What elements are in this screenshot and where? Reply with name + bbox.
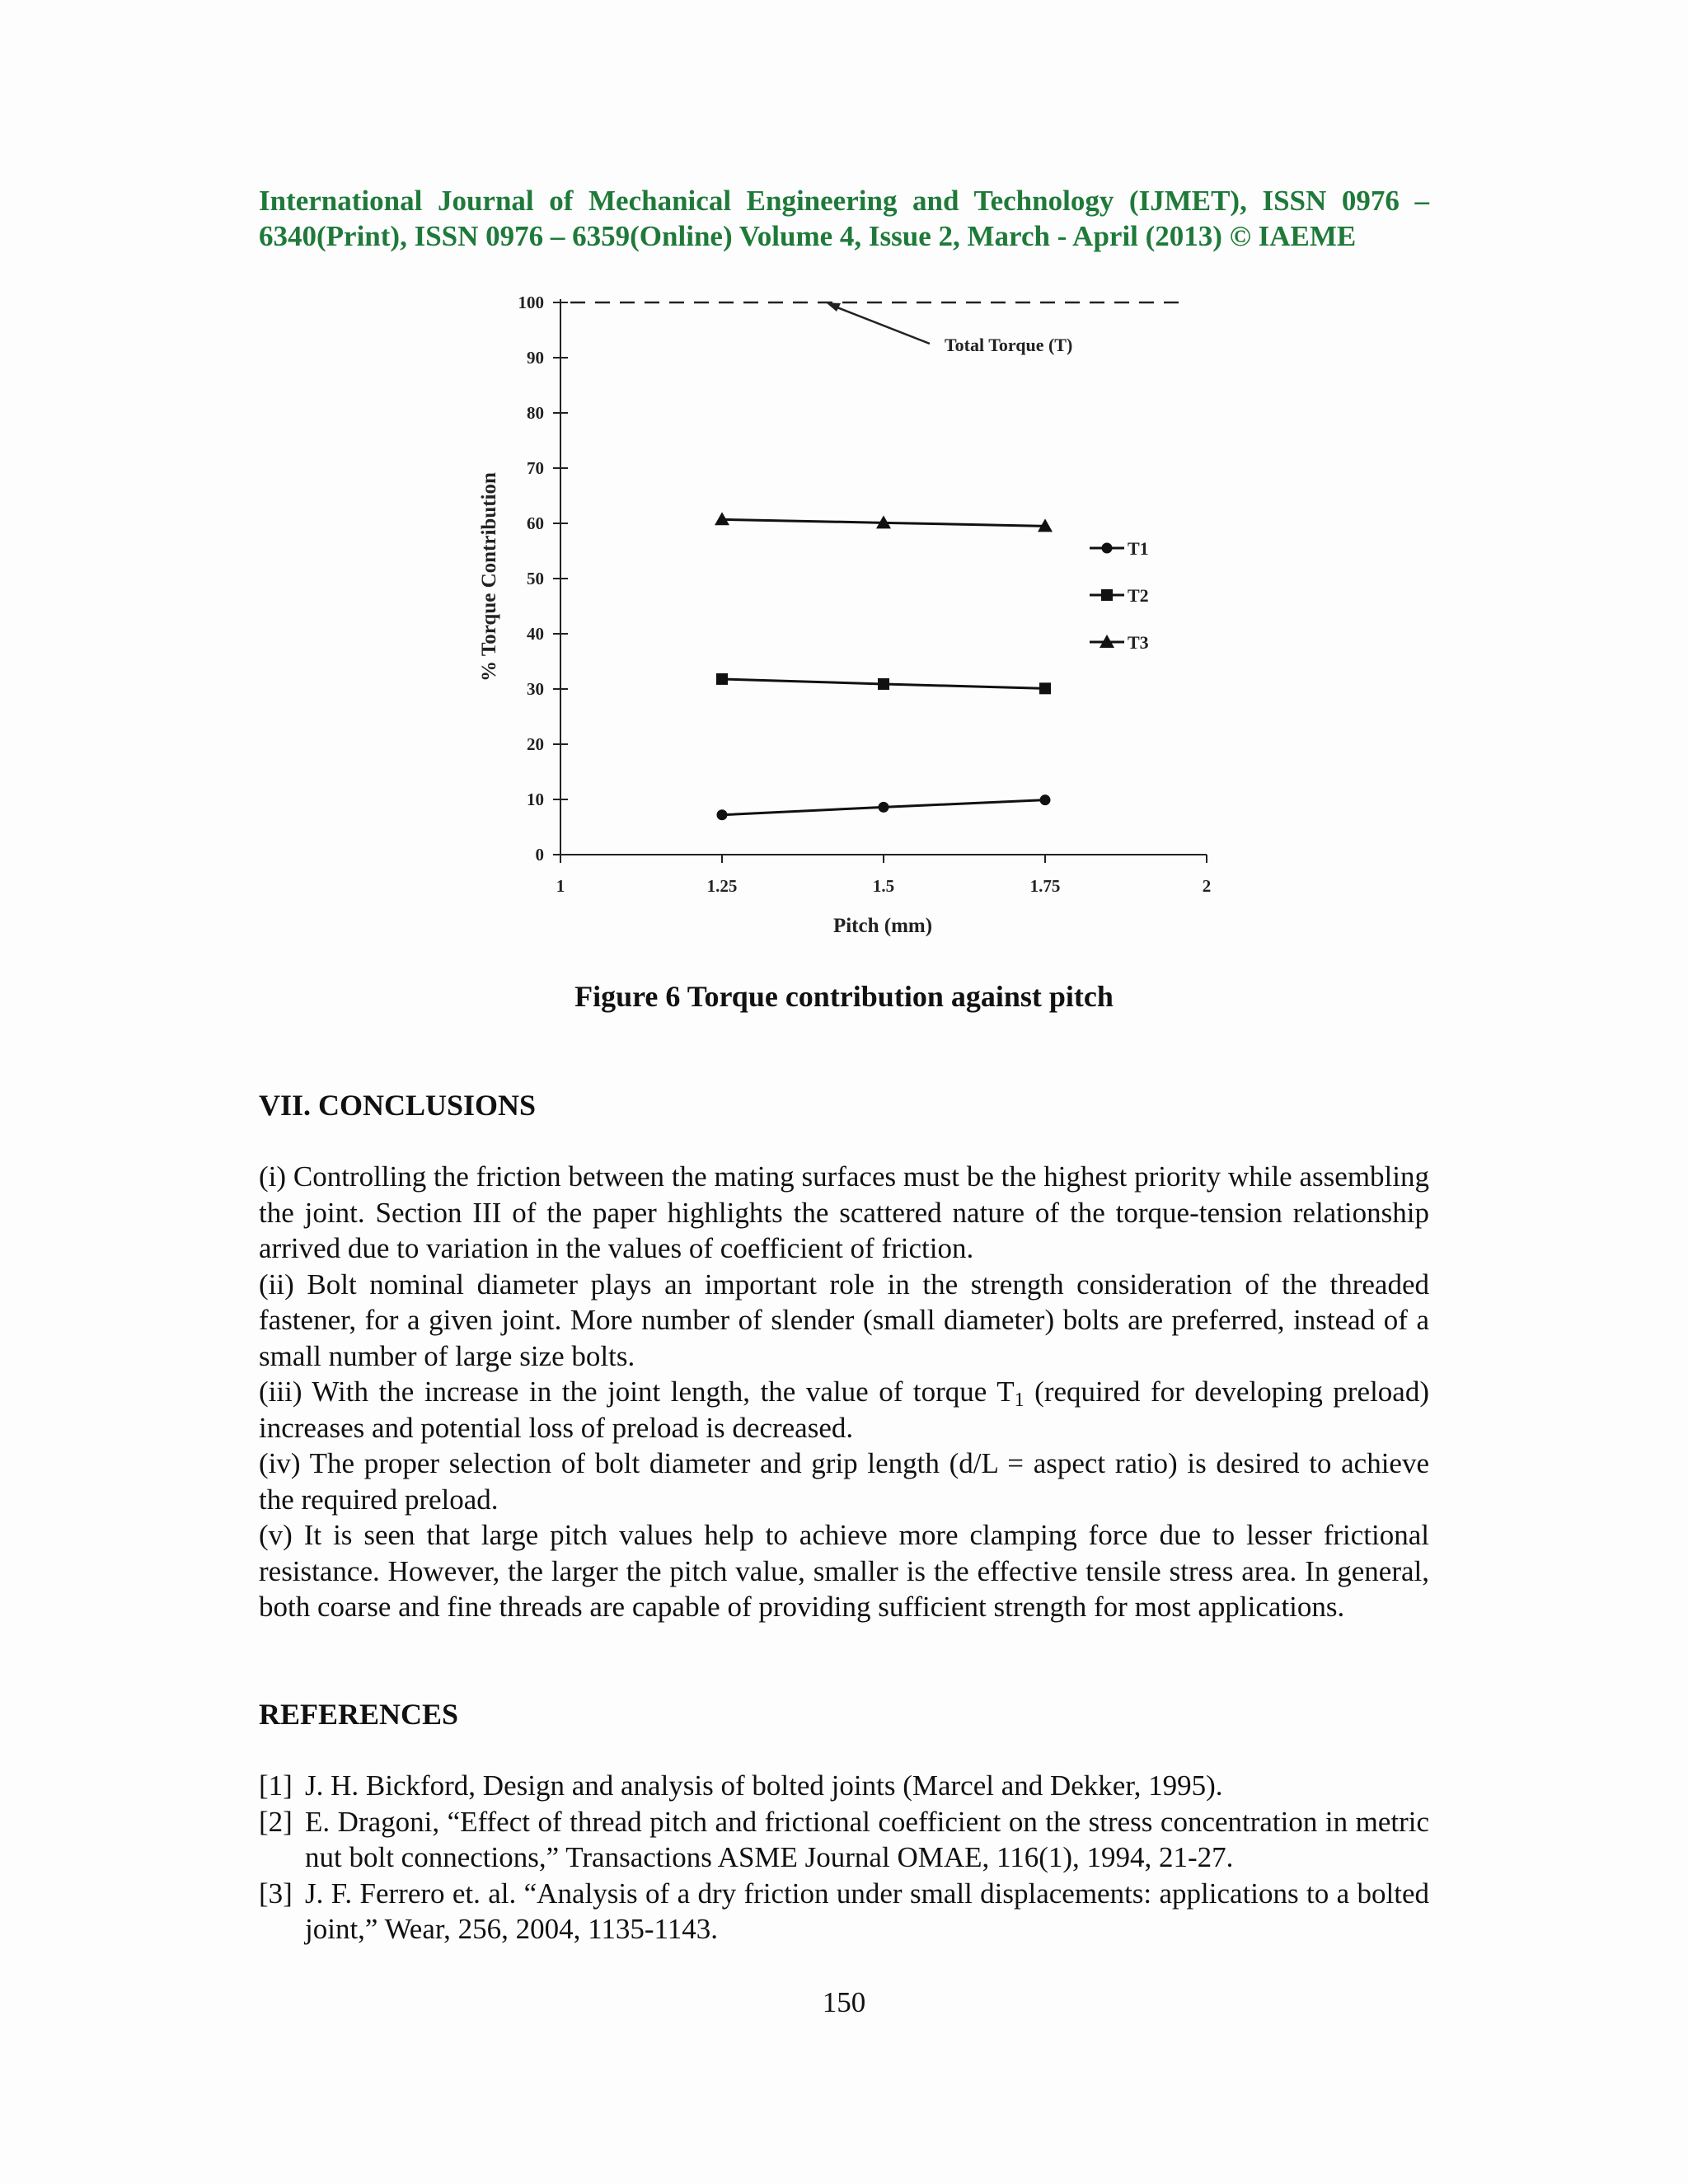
conclusion-item-3-text-b: (required for developing preload) increases and potential loss of preload is decreased. bbox=[259, 1376, 1429, 1444]
references-list bbox=[259, 1768, 1429, 1947]
conclusion-item-2: (ii) Bolt nominal diameter plays an important role in the strength consideration of the threaded fastener, for a given joint. More number of slender (small diameter) bolts are preferred, instead of a small number of large size bolts. bbox=[259, 1268, 1429, 1372]
conclusion-item-4: (iv) The proper selection of bolt diameter and grip length (d/L = aspect ratio) is desired to achieve the required preload. bbox=[259, 1447, 1429, 1516]
x-tick-label: 1.5 bbox=[872, 876, 895, 896]
y-tick-label: 50 bbox=[527, 569, 544, 588]
reference-number: [3] bbox=[259, 1877, 293, 1910]
journal-header-line-2: 6340(Print), ISSN 0976 – 6359(Online) Volume 4, Issue 2, March - April (2013) © IAEME bbox=[259, 220, 1357, 252]
data-point-t1 bbox=[879, 802, 889, 813]
legend-marker-t1 bbox=[1102, 543, 1113, 554]
data-point-t2 bbox=[716, 673, 728, 685]
y-tick-label: 40 bbox=[527, 624, 544, 644]
conclusion-item-3 bbox=[259, 1374, 1429, 1446]
conclusion-item-3-subscript: 1 bbox=[1014, 1390, 1025, 1411]
y-tick-label: 0 bbox=[535, 845, 544, 865]
reference-number: [2] bbox=[259, 1805, 293, 1838]
annotation-label: Total Torque (T) bbox=[945, 335, 1073, 355]
reference-item bbox=[259, 1876, 1429, 1947]
annotation-arrow bbox=[831, 305, 930, 344]
x-axis-label: Pitch (mm) bbox=[832, 915, 933, 937]
reference-text: E. Dragoni, “Effect of thread pitch and frictional coefficient on the stress concentration in metric nut bolt connections,” Transactions ASME Journal OMAE, 116(1), 1994, 21-27. bbox=[305, 1805, 1429, 1873]
reference-text: J. H. Bickford, Design and analysis of bolted joints (Marcel and Dekker, 1995). bbox=[305, 1769, 1223, 1802]
y-tick-label: 20 bbox=[527, 734, 544, 754]
legend-label-t2: T2 bbox=[1128, 585, 1149, 606]
y-tick-label: 70 bbox=[527, 458, 544, 478]
annotation-arrowhead bbox=[826, 302, 841, 312]
legend-label-t1: T1 bbox=[1128, 538, 1149, 559]
x-tick-label: 1.25 bbox=[706, 876, 738, 896]
conclusions-heading: VII. CONCLUSIONS bbox=[259, 1089, 537, 1122]
page-number: 150 bbox=[822, 1986, 866, 2018]
x-tick-label: 1 bbox=[556, 876, 565, 896]
reference-item bbox=[259, 1768, 1429, 1804]
conclusion-item-5: (v) It is seen that large pitch values help to achieve more clamping force due to lesser frictional resistance. However, the larger the pitch value, smaller is the effective tensile stress area. In general, both coarse and fine threads are capable of providing sufficient strength for most applications. bbox=[259, 1519, 1429, 1623]
y-tick-label: 60 bbox=[527, 513, 544, 533]
figure-caption: Figure 6 Torque contribution against pitch bbox=[574, 980, 1114, 1013]
x-tick-label: 1.75 bbox=[1029, 876, 1061, 896]
data-point-t2 bbox=[1039, 682, 1051, 694]
reference-number: [1] bbox=[259, 1769, 293, 1802]
conclusions-body bbox=[259, 1159, 1429, 1625]
y-tick-label: 10 bbox=[527, 790, 544, 809]
y-tick-label: 90 bbox=[527, 348, 544, 368]
y-tick-label: 30 bbox=[527, 679, 544, 699]
references-heading: REFERENCES bbox=[259, 1698, 459, 1731]
conclusion-item-1: (i) Controlling the friction between the mating surfaces must be the highest priority while assembling the joint. Section III of the paper highlights the scattered nature of the torque-tension relationship arrived due to variation in the values of coefficient of friction. bbox=[259, 1160, 1429, 1264]
torque-pitch-chart bbox=[0, 0, 1688, 956]
y-tick-label: 100 bbox=[518, 293, 544, 312]
y-axis-label: % Torque Contribution bbox=[478, 472, 500, 682]
data-point-t2 bbox=[878, 678, 889, 690]
x-tick-label: 2 bbox=[1202, 876, 1212, 896]
reference-item bbox=[259, 1804, 1429, 1876]
conclusion-item-3-text-a: (iii) With the increase in the joint length, the value of torque T bbox=[259, 1376, 1015, 1408]
data-point-t1 bbox=[1040, 794, 1051, 805]
legend-label-t3: T3 bbox=[1128, 632, 1149, 653]
journal-header-line-1: International Journal of Mechanical Engineering and Technology (IJMET), ISSN 0976 – bbox=[259, 185, 1429, 217]
data-point-t1 bbox=[717, 809, 728, 820]
y-tick-label: 80 bbox=[527, 403, 544, 423]
legend-marker-t2 bbox=[1101, 589, 1113, 601]
reference-text: J. F. Ferrero et. al. “Analysis of a dry friction under small displacements: applications to a bolted joint,” Wear, 256, 2004, 1135-1143. bbox=[305, 1877, 1429, 1945]
